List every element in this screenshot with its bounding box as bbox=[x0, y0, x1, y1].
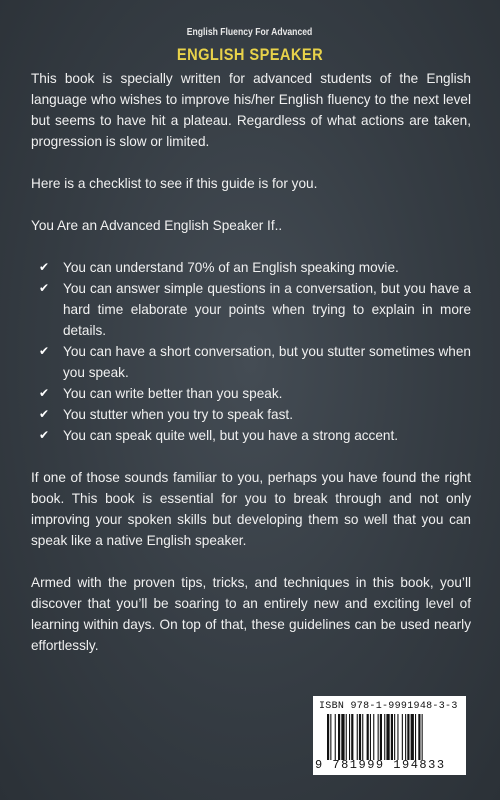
barcode-bar bbox=[394, 714, 395, 760]
barcode-bar bbox=[378, 714, 379, 760]
checklist-item: ✔ You can answer simple questions in a conversation, but you have a hard time elaborate your points when trying to explain in more details. bbox=[39, 278, 471, 341]
checklist-item: ✔ You stutter when you try to speak fast. bbox=[39, 404, 471, 425]
barcode-bar bbox=[335, 714, 336, 760]
checkmark-icon: ✔ bbox=[39, 260, 50, 274]
checklist bbox=[31, 257, 471, 446]
checklist-item: ✔ You can have a short conversation, but you stutter sometimes when you speak. bbox=[39, 341, 471, 383]
book-title: ENGLISH SPEAKER bbox=[176, 45, 324, 64]
barcode-bar bbox=[327, 714, 329, 760]
isbn-label: ISBN 978-1-9991948-3-3 bbox=[319, 701, 458, 712]
barcode-bar bbox=[415, 714, 416, 760]
barcode-bar bbox=[330, 714, 331, 760]
barcode-bar bbox=[411, 714, 414, 760]
barcode-bar bbox=[391, 714, 393, 760]
isbn-barcode bbox=[313, 696, 466, 775]
barcode-bar bbox=[362, 714, 363, 760]
checklist-heading: You Are an Advanced English Speaker If.. bbox=[31, 218, 283, 233]
barcode-bar bbox=[338, 714, 340, 760]
barcode-bar bbox=[346, 714, 347, 760]
intro-paragraph: This book is specially written for advanced students of the English language who wishes to improve his/her English fluency to the next level but seems to have hit a plateau. Regardless of what actions are taken, progression is slow or limited. bbox=[31, 71, 471, 149]
checkmark-icon: ✔ bbox=[39, 344, 50, 358]
barcode-bars bbox=[327, 714, 457, 760]
familiar-paragraph: If one of those sounds familiar to you, perhaps you have found the right book. This book is essential for you to break through and not only improving your spoken skills but developing them so well that you can speak like a native English speaker. bbox=[31, 470, 471, 548]
checkmark-icon: ✔ bbox=[39, 428, 50, 442]
checkmark-icon: ✔ bbox=[39, 407, 50, 421]
checklist-item: ✔ You can write better than you speak. bbox=[39, 383, 471, 404]
barcode-bar bbox=[370, 714, 371, 760]
checkmark-icon: ✔ bbox=[39, 386, 50, 400]
barcode-digits: 9 781999 194833 bbox=[315, 758, 446, 772]
checkmark-icon: ✔ bbox=[39, 281, 50, 295]
cover-header bbox=[0, 22, 500, 65]
book-subtitle: English Fluency For Advanced bbox=[187, 26, 313, 38]
barcode-bar bbox=[380, 714, 382, 760]
barcode-bar bbox=[405, 714, 406, 760]
barcode-bar bbox=[397, 714, 398, 760]
barcode-bar bbox=[386, 714, 389, 760]
barcode-bar bbox=[341, 714, 344, 760]
barcode-bar bbox=[351, 714, 353, 760]
barcode-bar bbox=[357, 714, 358, 760]
checklist-item: ✔ You can speak quite well, but you have a strong accent. bbox=[39, 425, 471, 446]
barcode-bar bbox=[407, 714, 409, 760]
barcode-bar bbox=[418, 714, 420, 760]
barcode-bar bbox=[367, 714, 369, 760]
checklist-intro: Here is a checklist to see if this guide is for you. bbox=[31, 176, 318, 191]
barcode-bar bbox=[422, 714, 423, 760]
barcode-bar bbox=[349, 714, 350, 760]
barcode-bar bbox=[384, 714, 385, 760]
barcode-bar bbox=[402, 714, 403, 760]
armed-paragraph: Armed with the proven tips, tricks, and techniques in this book, you’ll discover that you’ll be soaring to an entirely new and exciting level of learning within days. On top of that, these guidelines can be used nearly effortlessly. bbox=[31, 575, 471, 653]
barcode-bar bbox=[373, 714, 374, 760]
checklist-item: ✔ You can understand 70% of an English speaking movie. bbox=[39, 257, 471, 278]
barcode-bar bbox=[359, 714, 361, 760]
back-cover-text bbox=[31, 68, 471, 677]
